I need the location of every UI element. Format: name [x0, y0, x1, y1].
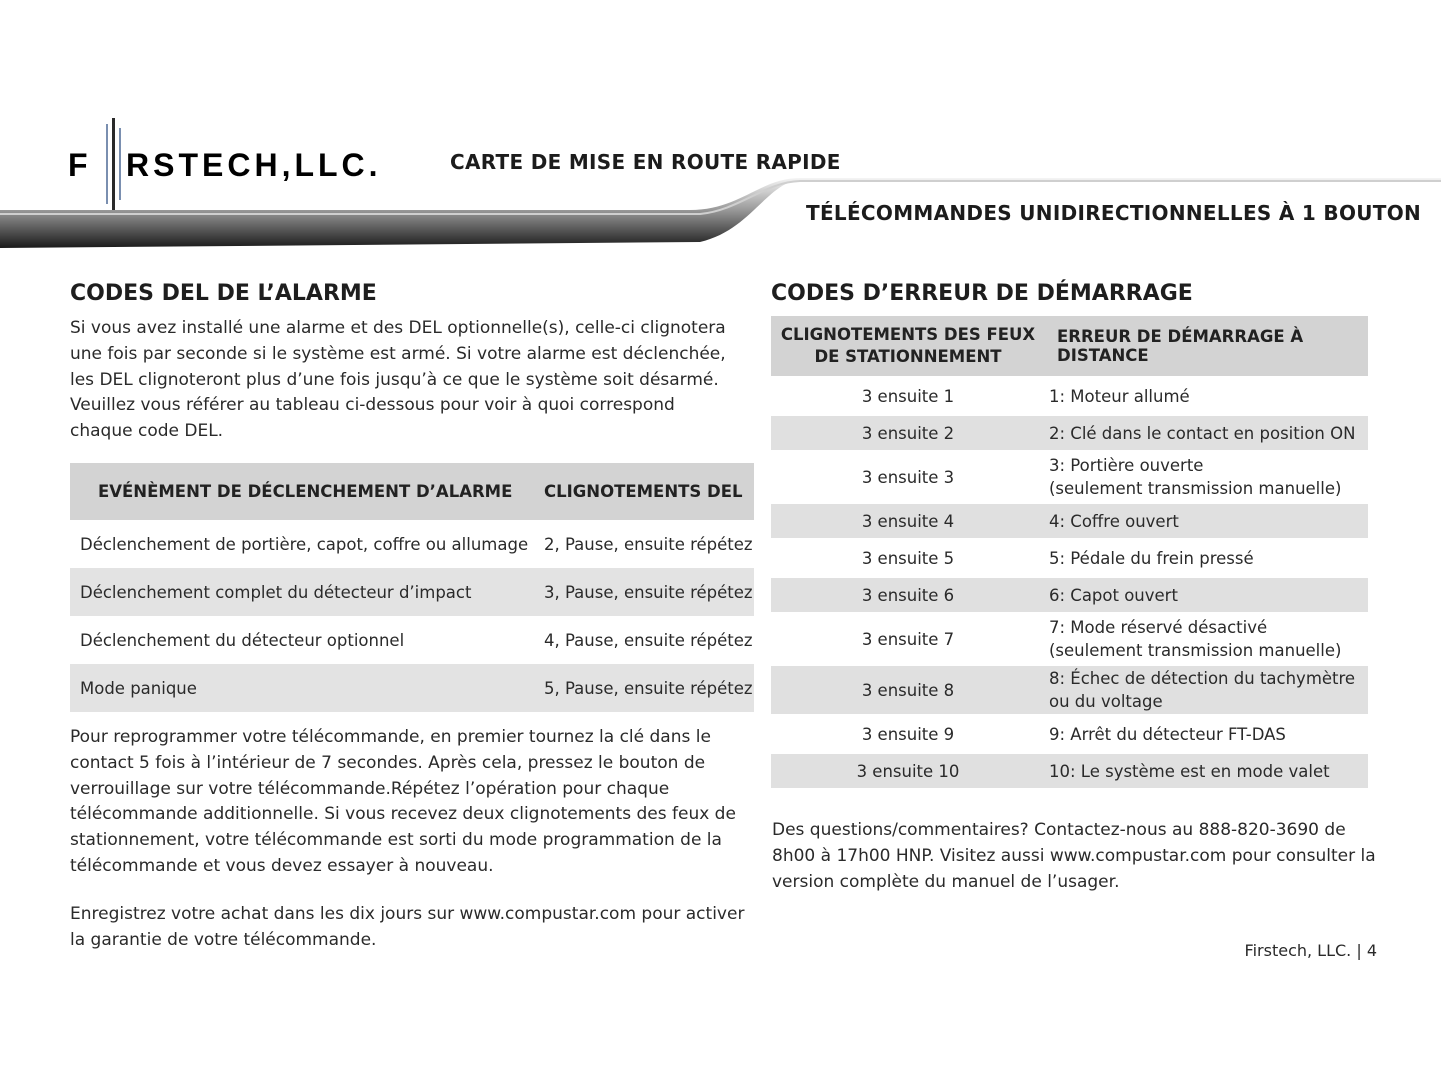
cell-line: 7: Mode réservé désactivé [1049, 618, 1268, 637]
start-error-codes-table [771, 316, 1368, 788]
contact-paragraph: Des questions/commentaires? Contactez-nous au 888-820-3690 de 8h00 à 17h00 HNP. Visitez aussi www.compustar.com pour consulter la version complète du manuel de l’usager. [772, 820, 1376, 892]
table-cell: 1: Moteur allumé [1049, 386, 1190, 406]
cell-line: 3: Portière ouverte [1049, 456, 1204, 475]
table-row [771, 453, 1368, 501]
table-row [771, 379, 1368, 413]
cell-line: (seulement transmission manuelle) [1049, 641, 1342, 660]
table-cell: 4, Pause, ensuite répétez [543, 630, 753, 650]
column-header: CLIGNOTEMENTS DEL [530, 463, 754, 520]
cell-line: 8: Échec de détection du tachymètre [1049, 669, 1356, 688]
table-cell: 3 ensuite 2 [771, 416, 1045, 450]
table-cell: 2, Pause, ensuite répétez [543, 534, 753, 554]
table-row [771, 754, 1368, 788]
table-cell: 3 ensuite 7 [861, 629, 955, 649]
table-cell: 2: Clé dans le contact en position ON [1045, 416, 1368, 450]
page-title: CARTE DE MISE EN ROUTE RAPIDE [450, 150, 841, 174]
table-cell: 3 ensuite 4 [771, 504, 1045, 538]
table-row [771, 578, 1368, 612]
cell-line: (seulement transmission manuelle) [1049, 479, 1342, 498]
table-row [70, 568, 754, 616]
table-cell: Mode panique [70, 664, 530, 712]
table-cell: Déclenchement du détecteur optionnel [80, 630, 405, 650]
column-header: ERREUR DE DÉMARRAGE À DISTANCE [1045, 316, 1368, 376]
table-cell: 5, Pause, ensuite répétez [530, 664, 754, 712]
table-cell [1045, 615, 1368, 663]
table-row [771, 666, 1368, 714]
table-cell: 3 ensuite 10 [771, 754, 1045, 788]
table-row [771, 717, 1368, 751]
start-error-codes-heading: CODES D’ERREUR DE DÉMARRAGE [771, 281, 1193, 306]
table-row [70, 616, 754, 664]
register-paragraph: Enregistrez votre achat dans les dix jours sur www.compustar.com pour activer la garantie de votre télécommande. [70, 904, 745, 950]
alarm-codes-table [70, 463, 754, 712]
table-cell [1045, 666, 1368, 714]
page-subtitle: TÉLÉCOMMANDES UNIDIRECTIONNELLES À 1 BOUTON [806, 201, 1422, 225]
table-cell: 3 ensuite 5 [861, 548, 955, 568]
table-row [771, 504, 1368, 538]
table-header-row [70, 463, 754, 520]
table-cell: 3 ensuite 9 [861, 724, 955, 744]
column-header: CLIGNOTEMENTS DES FEUX DE STATIONNEMENT [771, 316, 1045, 376]
page-footer: Firstech, LLC. | 4 [1244, 941, 1377, 960]
alarm-codes-heading: CODES DEL DE L’ALARME [70, 281, 377, 306]
table-cell: 4: Coffre ouvert [1045, 504, 1368, 538]
table-cell: 3, Pause, ensuite répétez [530, 568, 754, 616]
firstech-logo [68, 118, 438, 210]
table-cell: Déclenchement complet du détecteur d’impact [70, 568, 530, 616]
reprogram-paragraph: Pour reprogrammer votre télécommande, en premier tournez la clé dans le contact 5 fois à l’intérieur de 7 secondes. Après cela, pressez le bouton de verrouillage sur votre télécommande.Répétez l’opération pour chaque télécommande additionnelle. Si vous recevez deux clignotements des feux de stationnement, votre télécommande est sorti du mode programmation de la télécommande et vous devez essayer à nouveau. [70, 727, 736, 876]
table-row [771, 541, 1368, 575]
logo-text-rest: RSTECH,LLC. [126, 147, 382, 183]
table-header-row [771, 316, 1368, 376]
table-cell: 9: Arrêt du détecteur FT-DAS [1049, 724, 1286, 744]
cell-line: ou du voltage [1049, 692, 1163, 711]
table-cell: 6: Capot ouvert [1045, 578, 1368, 612]
table-row [771, 416, 1368, 450]
table-cell: 5: Pédale du frein pressé [1049, 548, 1254, 568]
table-row [771, 615, 1368, 663]
table-cell: 10: Le système est en mode valet [1045, 754, 1368, 788]
logo-text: F [68, 147, 92, 183]
column-header: EVÉNÈMENT DE DÉCLENCHEMENT D’ALARME [70, 463, 530, 520]
table-cell: 3 ensuite 1 [861, 386, 955, 406]
table-cell: Déclenchement de portière, capot, coffre ou allumage [80, 534, 529, 554]
table-cell: 3 ensuite 3 [861, 467, 955, 487]
table-row [70, 664, 754, 712]
table-cell: 3 ensuite 6 [771, 578, 1045, 612]
alarm-intro-paragraph: Si vous avez installé une alarme et des DEL optionnelle(s), celle-ci clignotera une fois par seconde si le système est armé. Si votre alarme est déclenchée, les DEL clignoteront plus d’une fois jusqu’à ce que le système soit désarmé. Veuillez vous référer au tableau ci-dessous pour voir à quoi correspond chaque code DEL. [70, 318, 726, 442]
table-cell: 3 ensuite 8 [771, 666, 1045, 714]
table-row [70, 520, 754, 568]
table-cell [1045, 453, 1368, 501]
